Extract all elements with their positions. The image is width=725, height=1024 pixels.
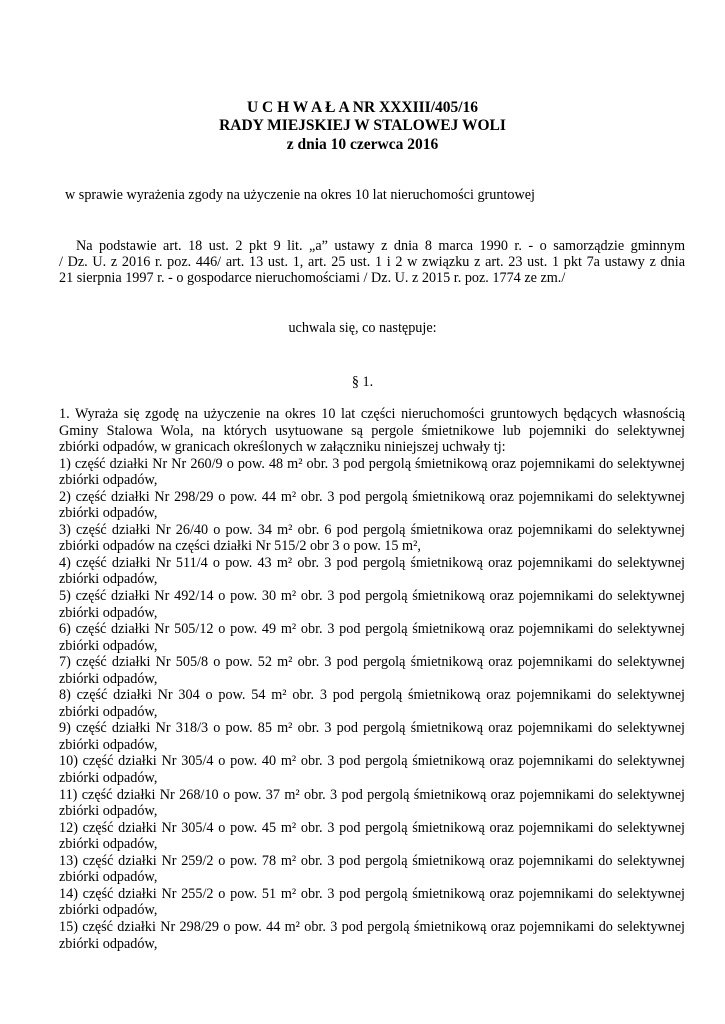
plot-list-item: 9) część działki Nr 318/3 o pow. 85 m² obr. 3 pod pergolą śmietnikową oraz pojemnikami do selektywnej [59, 720, 685, 737]
plot-list-item: 10) część działki Nr 305/4 o pow. 40 m² obr. 3 pod pergolą śmietnikową oraz pojemnikami do selektywnej [59, 753, 685, 770]
plot-list-item-continuation: zbiórki odpadów, [59, 604, 158, 621]
legal-basis-line: 21 sierpnia 1997 r. - o gospodarce nieruchomościami / Dz. U. z 2015 r. poz. 1774 ze zm./ [59, 270, 566, 286]
plot-list-item: 3) część działki Nr 26/40 o pow. 34 m² obr. 6 pod pergolą śmietnikowa oraz pojemnikami do selektywnej [59, 521, 685, 538]
plot-list-item-continuation: zbiórki odpadów, [59, 803, 158, 820]
plot-list-item: 6) część działki Nr 505/12 o pow. 49 m² obr. 3 pod pergolą śmietnikową oraz pojemnikami do selektywnej [59, 621, 685, 638]
plot-list-item-continuation: zbiórki odpadów, [59, 505, 158, 522]
plot-list-item-continuation: zbiórki odpadów, [59, 670, 158, 687]
plot-list-item: 14) część działki Nr 255/2 o pow. 51 m² obr. 3 pod pergolą śmietnikową oraz pojemnikami do selektywnej [59, 885, 685, 902]
plot-list-item-continuation: zbiórki odpadów na części działki Nr 515/2 obr 3 o pow. 15 m², [59, 538, 421, 555]
plot-list-item: 15) część działki Nr 298/29 o pow. 44 m² obr. 3 pod pergolą śmietnikową oraz pojemnikami do selektywnej [59, 918, 685, 935]
plot-list-item-continuation: zbiórki odpadów, [59, 902, 158, 919]
plot-list-item: 5) część działki Nr 492/14 o pow. 30 m² obr. 3 pod pergolą śmietnikową oraz pojemnikami do selektywnej [59, 588, 685, 605]
plot-list-item-continuation: zbiórki odpadów, [59, 770, 158, 787]
paragraph-line: Gminy Stalowa Wola, na których usytuowane są pergole śmietnikowe lub pojemniki do selektywnej [59, 422, 685, 439]
section-mark: § 1. [351, 374, 374, 390]
resolution-number-title: U C H W A Ł A NR XXXIII/405/16 [246, 99, 479, 116]
plot-list-item-continuation: zbiórki odpadów, [59, 571, 158, 588]
plot-list-item: 8) część działki Nr 304 o pow. 54 m² obr. 3 pod pergolą śmietnikową oraz pojemnikami do selektywnej [59, 687, 685, 704]
plot-list-item-continuation: zbiórki odpadów, [59, 736, 158, 753]
plot-list-item: 2) część działki Nr 298/29 o pow. 44 m² obr. 3 pod pergolą śmietnikową oraz pojemnikami do selektywnej [59, 488, 685, 505]
paragraph-line: zbiórki odpadów, w granicach określonych w załączniku niniejszej uchwały tj: [59, 439, 506, 456]
plot-list-item-continuation: zbiórki odpadów, [59, 472, 158, 489]
plot-list-item: 1) część działki Nr Nr 260/9 o pow. 48 m² obr. 3 pod pergolą śmietnikową oraz pojemnikami do selektywnej [59, 455, 685, 472]
plot-list-item: 13) część działki Nr 259/2 o pow. 78 m² obr. 3 pod pergolą śmietnikową oraz pojemnikami do selektywnej [59, 852, 685, 869]
plot-list [59, 456, 685, 952]
plot-list-item-continuation: zbiórki odpadów, [59, 869, 158, 886]
section-body [59, 406, 685, 952]
plot-list-item: 12) część działki Nr 305/4 o pow. 45 m² obr. 3 pod pergolą śmietnikową oraz pojemnikami do selektywnej [59, 819, 685, 836]
resolution-phrase: uchwala się, co następuje: [288, 320, 437, 336]
legal-basis-line: / Dz. U. z 2016 r. poz. 446/ art. 13 ust. 1, art. 25 ust. 1 i 2 w związku z art. 23 ust. 1 pkt 7a ustawy z dnia [59, 254, 685, 270]
legal-basis-paragraph [59, 238, 685, 286]
plot-list-item-continuation: zbiórki odpadów, [59, 703, 158, 720]
plot-list-item-continuation: zbiórki odpadów, [59, 637, 158, 654]
council-name-title: RADY MIEJSKIEJ W STALOWEJ WOLI [219, 117, 506, 134]
plot-list-item: 4) część działki Nr 511/4 o pow. 43 m² obr. 3 pod pergolą śmietnikową oraz pojemnikami do selektywnej [59, 554, 685, 571]
resolution-date-title: z dnia 10 czerwca 2016 [286, 136, 439, 153]
plot-list-item: 11) część działki Nr 268/10 o pow. 37 m² obr. 3 pod pergolą śmietnikową oraz pojemnikami do selektywnej [59, 786, 685, 803]
plot-list-item: 7) część działki Nr 505/8 o pow. 52 m² obr. 3 pod pergolą śmietnikową oraz pojemnikami do selektywnej [59, 654, 685, 671]
plot-list-item-continuation: zbiórki odpadów, [59, 935, 158, 952]
plot-list-item-continuation: zbiórki odpadów, [59, 836, 158, 853]
paragraph-line: 1. Wyraża się zgodę na użyczenie na okres 10 lat części nieruchomości gruntowych będących własnością [59, 406, 685, 422]
legal-basis-line: Na podstawie art. 18 ust. 2 pkt 9 lit. „a” ustawy z dnia 8 marca 1990 r. - o samorządzie gminnym [76, 238, 685, 254]
resolution-subject: w sprawie wyrażenia zgody na użyczenie na okres 10 lat nieruchomości gruntowej [65, 187, 535, 203]
